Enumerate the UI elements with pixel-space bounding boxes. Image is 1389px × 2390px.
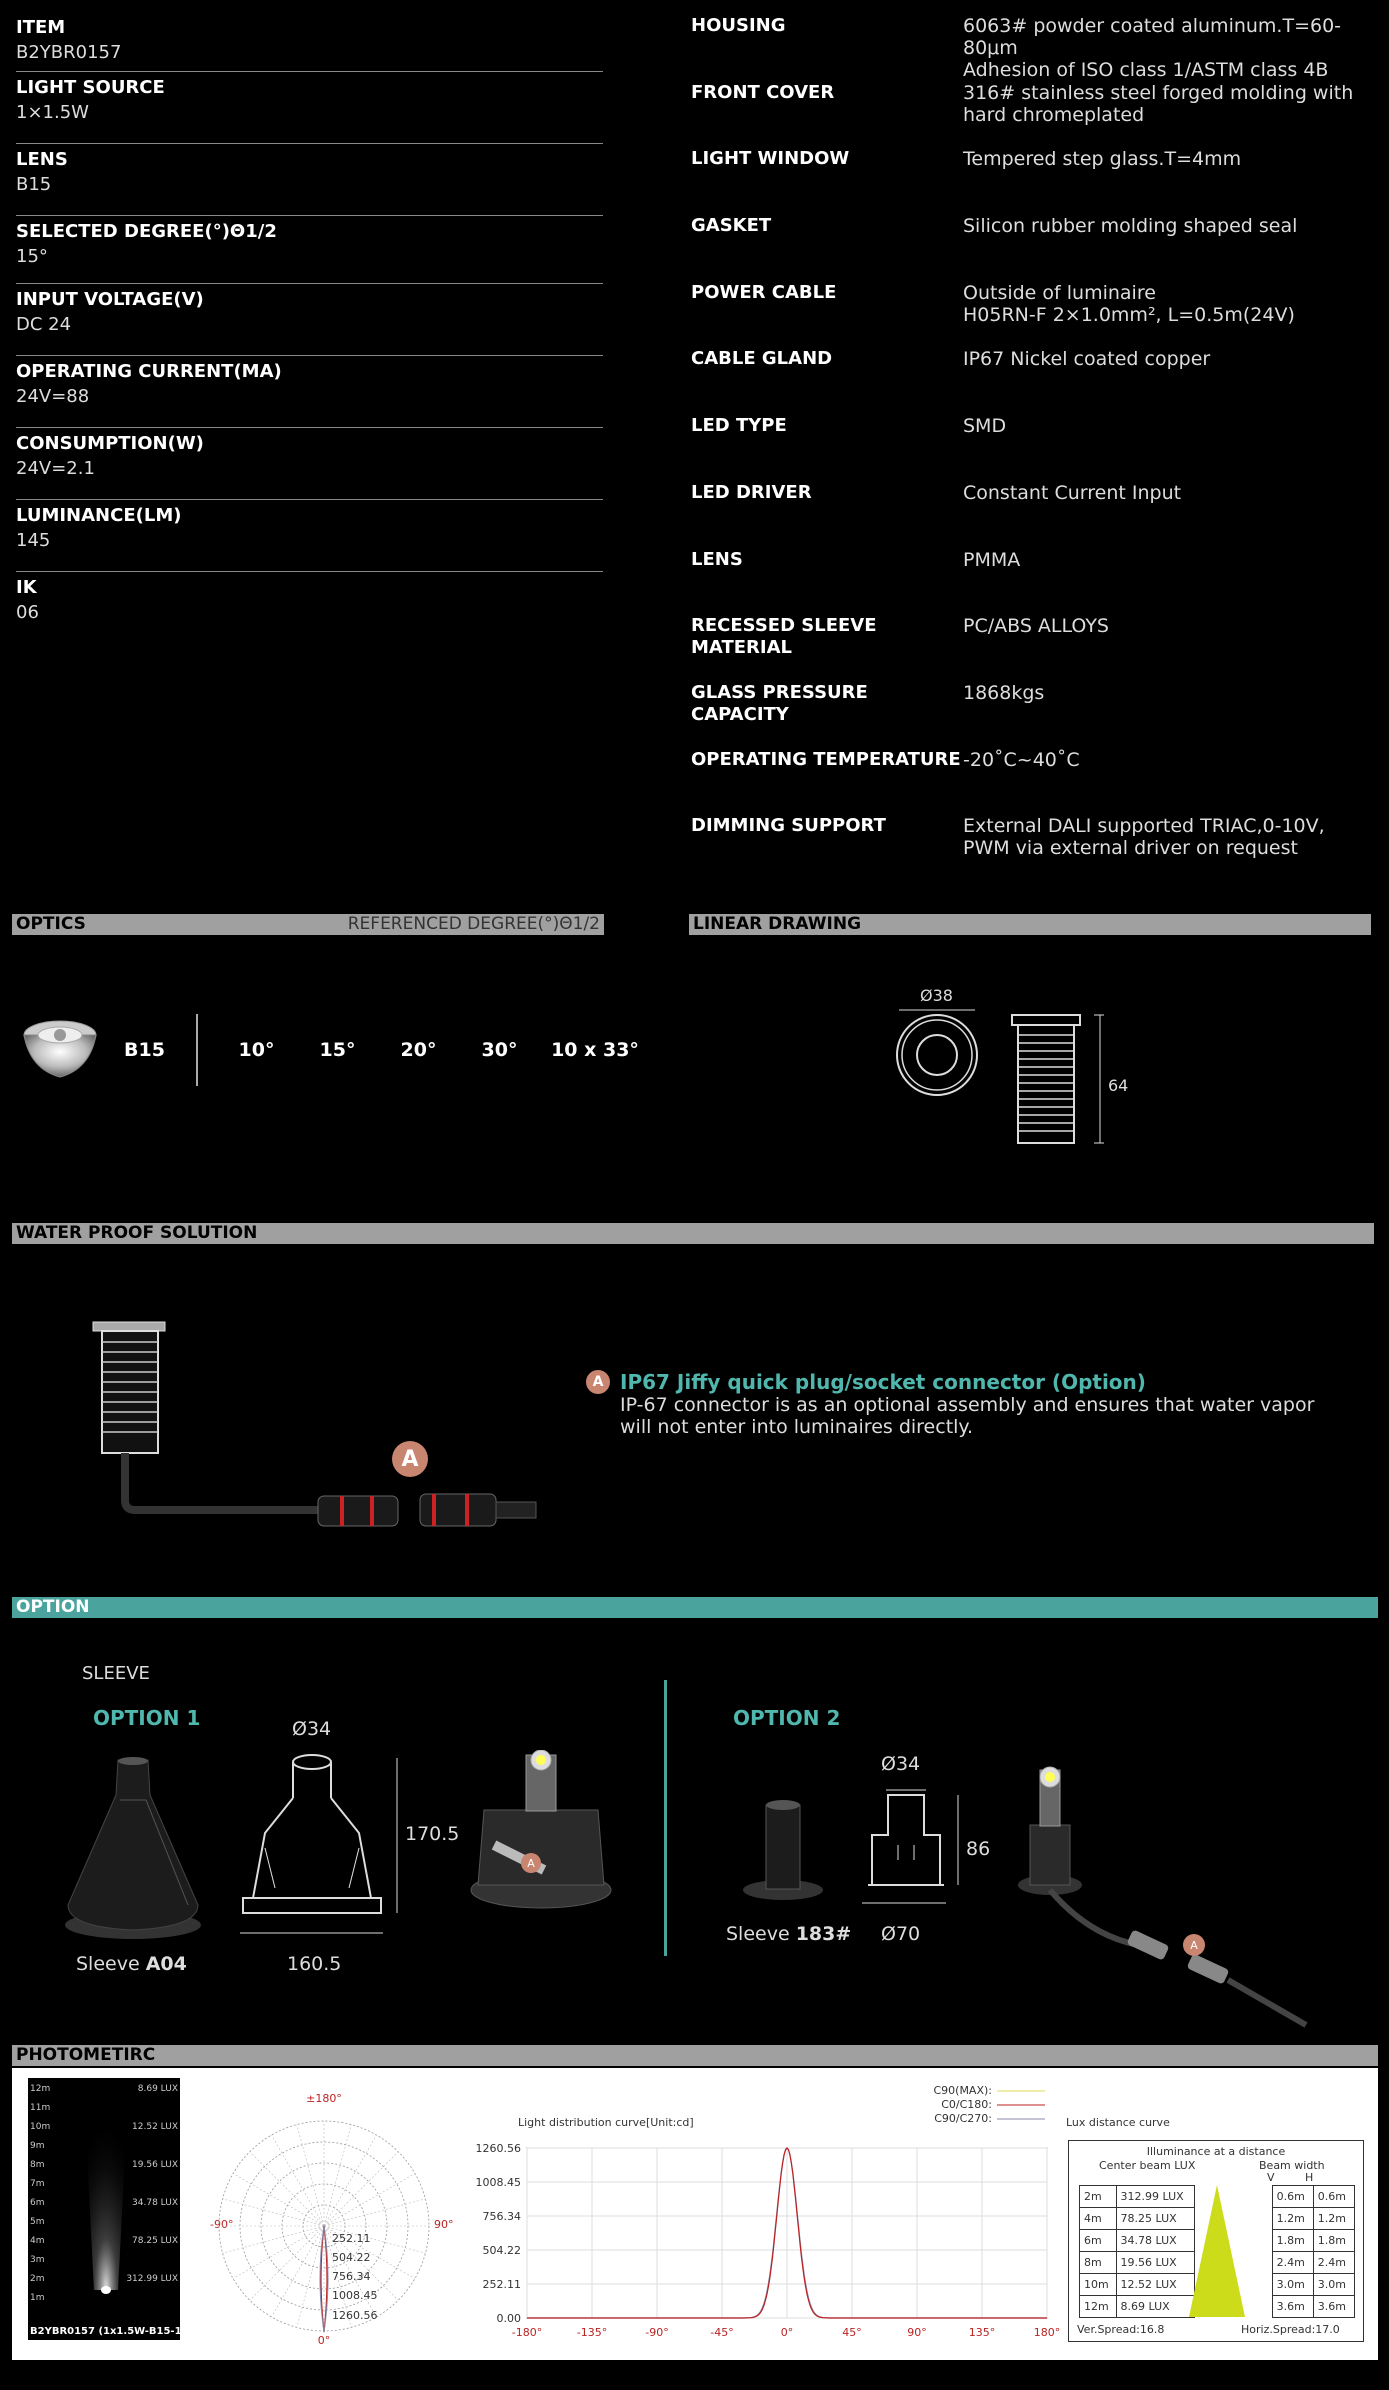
lux-header-v: V [1267,2171,1275,2184]
legend-swatches [997,2084,1047,2126]
note-line: will not enter into luminaires directly. [620,1416,973,1438]
x-tick-label: 0° [780,2326,794,2339]
lux-cone [1185,2185,1249,2317]
spec-label: OPERATING CURRENT(MA) [16,361,282,382]
beam-lux: 8.69 LUX [137,2084,178,2094]
beam-distance: 3m [30,2255,45,2265]
ver-spread: Ver.Spread:16.8 [1077,2323,1165,2336]
linear-drawing-title: LINEAR DRAWING [693,914,862,934]
legend-c0: C0/C180: [941,2098,992,2111]
polar-ring-label: 1260.56 [332,2309,378,2322]
option2-assembly-image [1008,1765,1313,2050]
sleeve-a04-image [58,1755,208,1945]
spec-row [16,572,603,644]
svg-text:A: A [1190,1939,1198,1952]
beam-distance: 10m [30,2122,51,2132]
lux-curve-title: Lux distance curve [1066,2116,1170,2129]
polar-spoke [272,2226,325,2317]
lux-distance: 8m [1080,2252,1117,2274]
note-title: IP67 Jiffy quick plug/socket connector (Option) [620,1370,1146,1394]
beam-image [28,2078,180,2340]
beam-distance: 11m [30,2103,51,2113]
y-tick-label: 1260.56 [475,2142,521,2155]
waterproof-note [586,1370,1314,1438]
beam-caption: B2YBR0157 (1x1.5W-B15-15°) [30,2326,199,2337]
spec-value [963,345,1381,412]
beam-distance: 4m [30,2236,45,2246]
spec-label: LIGHT WINDOW [691,148,850,170]
spec-row [691,679,1381,746]
spec-row [691,12,1381,79]
distribution-chart [472,2138,1062,2348]
polar-spoke [250,2152,324,2226]
polar-top-label: ±180° [306,2092,342,2105]
spec-row [691,479,1381,546]
x-tick-label: 90° [907,2326,927,2339]
beam-distance: 1m [30,2293,45,2303]
beam-distance: 12m [30,2084,51,2094]
sleeve-a04-drawing [235,1748,405,1948]
spec-value-line: 6063# powder coated aluminum.T=60-80μm [963,15,1342,59]
optics-referenced: REFERENCED DEGREE(°)Θ1/2 [347,914,600,934]
degree-option: 10 x 33° [551,1039,639,1061]
polar-ring-label: 756.34 [332,2270,371,2283]
spec-list-right [691,12,1381,879]
spec-value-line: H05RN-F 2×1.0mm², L=0.5m(24V) [963,303,1295,326]
spec-value: B2YBR0157 [16,42,122,63]
spec-row [16,284,603,356]
spec-value-line: Adhesion of ISO class 1/ASTM class 4B [963,59,1329,81]
beam-lux: 12.52 LUX [132,2122,178,2132]
spec-label: LUMINANCE(LM) [16,505,182,526]
lux-h: 3.6m [1313,2296,1354,2318]
spec-row [16,500,603,572]
lux-distance: 6m [1080,2230,1117,2252]
polar-spoke [272,2135,325,2226]
curve-legend [912,2084,992,2126]
spec-value [963,612,1381,679]
lux-v: 1.2m [1272,2208,1313,2230]
spec-row [691,612,1381,679]
y-tick-label: 0.00 [496,2312,521,2325]
spec-row [691,145,1381,212]
spec-label: IK [16,577,37,598]
spec-row [16,144,603,216]
spec-value-line: SMD [963,415,1007,438]
spec-label: LENS [691,548,743,570]
degree-option: 20° [400,1039,437,1061]
option1-assembly-image [464,1750,619,1915]
y-tick-label: 504.22 [482,2244,521,2257]
spec-value: 145 [16,530,51,551]
lux-h: 0.6m [1313,2186,1354,2208]
spec-value [963,12,1381,79]
option-bar [12,1597,1378,1618]
spec-value-line: PMMA [963,548,1021,571]
optics-title: OPTICS [16,914,86,934]
polar-chart [202,2088,472,2350]
spec-row [16,428,603,500]
photometric-panel [12,2068,1378,2360]
y-tick-label: 252.11 [482,2278,521,2291]
beam-lux: 312.99 LUX [126,2274,178,2284]
lux-header-beam: Beam width [1259,2159,1325,2172]
polar-spoke [223,2226,324,2253]
photometric-title: PHOTOMETIRC [16,2045,156,2065]
beam-lux: 78.25 LUX [132,2236,178,2246]
linear-drawing-bar [689,914,1371,935]
spec-value: B15 [16,174,52,195]
sleeve-183-image [738,1785,828,1905]
spec-value [963,679,1381,746]
spec-value-line: Constant Current Input [963,481,1182,504]
y-tick-label: 1008.45 [475,2176,521,2189]
lux-value: 312.99 LUX [1116,2186,1194,2208]
polar-ring-label: 252.11 [332,2232,371,2245]
lux-v: 0.6m [1272,2186,1313,2208]
spec-value: 24V=88 [16,386,90,407]
opt2-height: 86 [966,1838,991,1860]
option-title: OPTION [16,1597,90,1617]
spec-value [963,479,1381,546]
lux-header-h: H [1305,2171,1314,2184]
beam-distance: 9m [30,2141,45,2151]
lux-value: 12.52 LUX [1116,2274,1194,2296]
polar-left-label: -90° [210,2218,234,2231]
spec-label: GLASS PRESSURE CAPACITY [691,681,868,725]
spec-label: LENS [16,149,68,170]
polar-spoke [250,2226,324,2300]
spec-label: SELECTED DEGREE(°)Θ1/2 [16,221,277,242]
spec-value-line: 1868kgs [963,681,1045,704]
spec-label: OPERATING TEMPERATURE [691,748,961,770]
curve-title: Light distribution curve[Unit:cd] [518,2116,694,2129]
sleeve-183-caption: Sleeve 183# [726,1923,852,1945]
polar-spoke [324,2125,351,2226]
spec-row [691,812,1381,879]
sleeve-label: SLEEVE [82,1663,150,1684]
spec-row [16,356,603,428]
spec-value [963,812,1381,879]
lux-v: 2.4m [1272,2252,1313,2274]
optics-row [20,1010,650,1090]
legend-c90: C90/C270: [934,2112,992,2125]
x-tick-label: -135° [576,2326,608,2339]
opt1-height: 170.5 [405,1823,460,1845]
polar-ring-label: 1008.45 [332,2289,378,2302]
polar-bottom-label: 0° [317,2334,331,2347]
lux-value: 8.69 LUX [1116,2296,1194,2318]
spec-label: POWER CABLE [691,281,837,303]
degree-option: 15° [319,1039,356,1061]
legend-c90max: C90(MAX): [933,2084,992,2097]
opt2-bottom-diameter: Ø70 [881,1923,921,1945]
note-line: IP-67 connector is as an optional assembly and ensures that water vapor [620,1394,1315,1416]
lux-header: Illuminance at a distance [1146,2145,1286,2158]
spec-label: RECESSED SLEEVE MATERIAL [691,615,877,659]
polar-spoke [297,2125,324,2226]
spec-value: 15° [16,246,48,267]
spec-value [963,145,1381,212]
spec-value-line: PC/ABS ALLOYS [963,615,1109,638]
spec-row [691,79,1381,146]
spec-value-line: hard chromeplated [963,103,1145,126]
option1-title: OPTION 1 [93,1706,201,1730]
x-tick-label: 180° [1033,2326,1061,2339]
spec-value-line: 316# stainless steel forged molding with [963,81,1354,104]
lux-distance: 4m [1080,2208,1117,2230]
polar-spoke [324,2199,425,2226]
beam-distance: 8m [30,2160,45,2170]
lux-distance: 2m [1080,2186,1117,2208]
note-badge: A [586,1370,610,1394]
lux-value: 34.78 LUX [1116,2230,1194,2252]
lux-value: 78.25 LUX [1116,2208,1194,2230]
spec-value [963,279,1381,346]
spec-value [963,212,1381,279]
linear-diameter: Ø38 [920,986,953,1005]
beam-lux: 34.78 LUX [132,2198,178,2208]
spec-row [691,746,1381,813]
option-divider [664,1680,667,1956]
opt1-diameter: Ø34 [292,1718,332,1740]
spec-value [963,746,1381,813]
spec-row [16,216,603,284]
svg-text:A: A [527,1857,535,1870]
lux-distance: 12m [1080,2296,1117,2318]
y-tick-label: 756.34 [482,2210,521,2223]
spec-row [691,546,1381,613]
spec-label: LIGHT SOURCE [16,77,165,98]
lux-header-center: Center beam LUX [1099,2159,1196,2172]
beam-distance: 2m [30,2274,45,2284]
beam-lux: 19.56 LUX [132,2160,178,2170]
hor-spread: Horiz.Spread:17.0 [1241,2323,1340,2336]
waterproof-title: WATER PROOF SOLUTION [16,1223,258,1243]
spec-value [963,546,1381,613]
polar-spoke [324,2174,415,2227]
lux-h: 1.8m [1313,2230,1354,2252]
degree-option: 10° [238,1039,275,1061]
spec-row [691,412,1381,479]
lux-v: 3.6m [1272,2296,1313,2318]
waterproof-bar [12,1223,1374,1244]
spec-label: LED TYPE [691,415,787,437]
spec-label: DIMMING SUPPORT [691,815,886,837]
spec-value: DC 24 [16,314,72,335]
opt2-diameter: Ø34 [881,1753,921,1775]
lux-value: 19.56 LUX [1116,2252,1194,2274]
divider [196,1014,198,1086]
connector-badge: A [392,1441,428,1477]
spec-value [963,79,1381,146]
spec-row [691,212,1381,279]
polar-ring-label: 504.22 [332,2251,371,2264]
optics-lens-name: B15 [124,1039,165,1061]
beam-distance: 7m [30,2179,45,2189]
beam-distance: 5m [30,2217,45,2227]
opt1-width: 160.5 [287,1953,342,1975]
polar-spoke [233,2174,324,2227]
spec-label: CONSUMPTION(W) [16,433,204,454]
lux-distance: 10m [1080,2274,1117,2296]
spec-label: FRONT COVER [691,81,835,103]
spec-row [16,12,603,72]
sleeve-183-drawing [858,1785,968,1915]
lens-icon [20,1017,100,1083]
spec-label: HOUSING [691,15,786,36]
spec-label: INPUT VOLTAGE(V) [16,289,204,310]
spec-value-line: IP67 Nickel coated copper [963,348,1211,371]
spec-value: 1×1.5W [16,102,89,123]
linear-drawing [890,1005,1110,1155]
spec-list-left [16,12,603,644]
spec-value: 06 [16,602,39,623]
spec-value-line: External DALI supported TRIAC,0-10V, [963,815,1325,838]
spec-label: GASKET [691,215,772,237]
x-tick-label: -180° [511,2326,543,2339]
lux-h: 3.0m [1313,2274,1354,2296]
waterproof-connector-image [80,1310,550,1540]
spec-value-line: Outside of luminaire [963,281,1156,304]
polar-right-label: 90° [434,2218,454,2231]
linear-height: 64 [1108,1076,1129,1095]
spec-value-line: Tempered step glass.T=4mm [963,148,1242,171]
polar-spoke [324,2152,398,2226]
x-tick-label: 45° [842,2326,862,2339]
lux-h: 1.2m [1313,2208,1354,2230]
photometric-bar [12,2045,1378,2066]
spec-label: LED DRIVER [691,481,812,503]
optics-bar [12,914,604,935]
spec-value-line: -20˚C~40˚C [963,748,1080,771]
spec-value: 24V=2.1 [16,458,95,479]
spec-value [963,412,1381,479]
spec-value-line: PWM via external driver on request [963,837,1298,860]
spec-row [691,345,1381,412]
lux-h: 2.4m [1313,2252,1354,2274]
option2-title: OPTION 2 [733,1706,841,1730]
polar-spoke [223,2199,324,2226]
lux-v: 1.8m [1272,2230,1313,2252]
sleeve-a04-caption: Sleeve A04 [76,1953,187,1975]
lux-distance-table [1068,2140,1364,2342]
polar-spoke [324,2135,377,2226]
spec-row [16,72,603,144]
spec-value-line: Silicon rubber molding shaped seal [963,215,1298,238]
beam-distance: 6m [30,2198,45,2208]
spec-label: CABLE GLAND [691,348,833,370]
lux-v: 3.0m [1272,2274,1313,2296]
x-tick-label: -90° [645,2326,669,2339]
spec-row [691,279,1381,346]
spec-label: ITEM [16,17,66,38]
polar-spoke [233,2226,324,2279]
degree-option: 30° [481,1039,518,1061]
x-tick-label: -45° [710,2326,734,2339]
x-tick-label: 135° [968,2326,996,2339]
